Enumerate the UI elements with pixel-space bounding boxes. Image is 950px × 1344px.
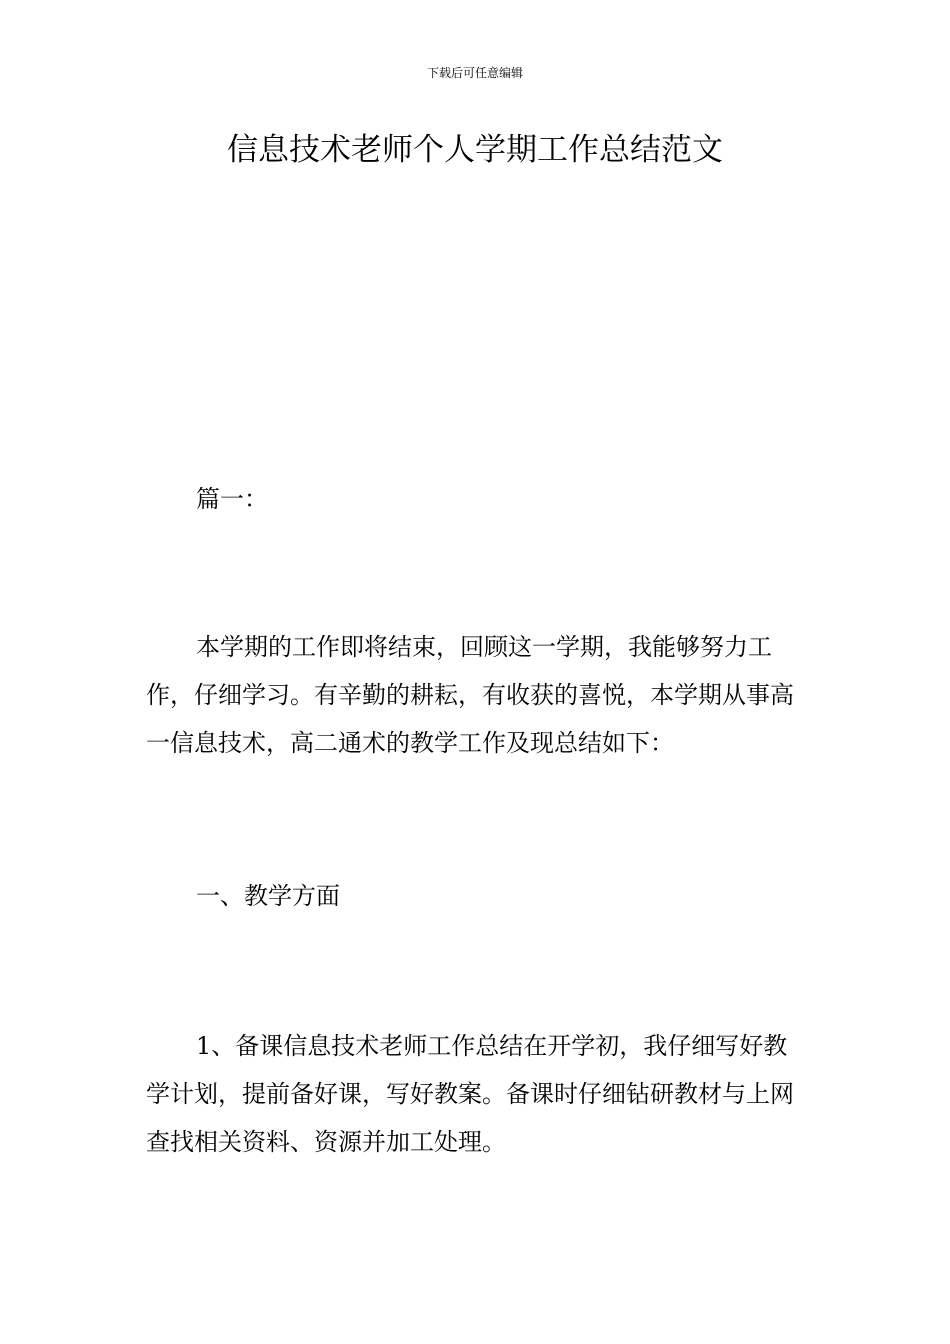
list-item-lesson-prep: 1、备课信息技术老师工作总结在开学初，我仔细写好教学计划，提前备好课，写好教案。备课时仔细钻研教材与上网查找相关资料、资源并加工处理。 (146, 1032, 794, 1156)
intro-paragraph: 本学期的工作即将结束，回顾这一学期，我能够努力工作，仔细学习。有辛勤的耕耘，有收获的喜悦，本学期从事高一信息技术，高二通术的教学工作及现总结如下： (146, 633, 794, 757)
header-note: 下载后可任意编辑 (426, 66, 523, 80)
section-label: 篇一： (196, 485, 268, 513)
section-heading-teaching: 一、教学方面 (196, 882, 340, 910)
document-title: 信息技术老师个人学期工作总结范文 (227, 132, 723, 168)
